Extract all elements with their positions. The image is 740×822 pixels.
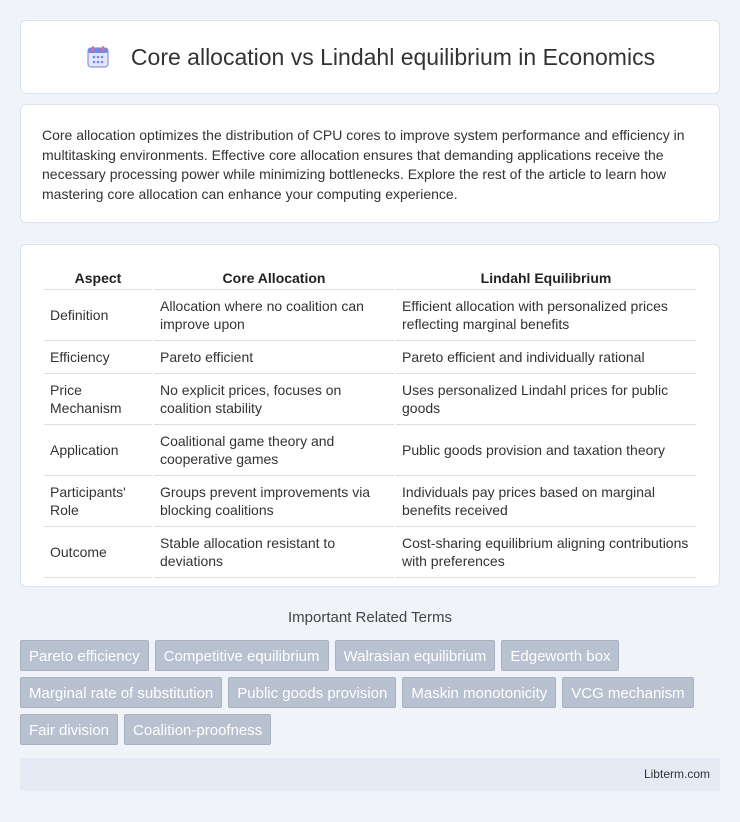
title-card bbox=[20, 20, 720, 94]
calendar-icon bbox=[85, 44, 111, 70]
table-row bbox=[44, 476, 696, 527]
footer bbox=[20, 758, 720, 791]
header-aspect: Aspect bbox=[44, 265, 152, 290]
tag-public-goods-provision[interactable]: Public goods provision bbox=[228, 677, 396, 708]
related-terms-title: Important Related Terms bbox=[288, 609, 452, 626]
cell-core: Stable allocation resistant to deviations bbox=[154, 527, 394, 578]
tag-maskin-monotonicity[interactable]: Maskin monotonicity bbox=[402, 677, 556, 708]
cell-lindahl: Efficient allocation with personalized prices reflecting marginal benefits bbox=[396, 290, 696, 341]
intro-card bbox=[20, 104, 720, 223]
cell-lindahl: Cost-sharing equilibrium aligning contributions with preferences bbox=[396, 527, 696, 578]
cell-core: Allocation where no coalition can improve upon bbox=[154, 290, 394, 341]
related-terms-list bbox=[20, 640, 720, 751]
cell-lindahl: Uses personalized Lindahl prices for public goods bbox=[396, 374, 696, 425]
cell-aspect: Definition bbox=[44, 290, 152, 341]
cell-lindahl: Pareto efficient and individually rational bbox=[396, 341, 696, 374]
header-core-allocation: Core Allocation bbox=[154, 265, 394, 290]
cell-core: Coalitional game theory and cooperative games bbox=[154, 425, 394, 476]
intro-text: Core allocation optimizes the distribution of CPU cores to improve system performance and efficiency in multitasking environments. Effective core allocation ensures that demanding applications receive the necessary processing power while minimizing bottlenecks. Explore the rest of the article to learn how mastering core allocation can enhance your computing experience. bbox=[42, 127, 685, 202]
cell-lindahl: Public goods provision and taxation theory bbox=[396, 425, 696, 476]
cell-aspect: Price Mechanism bbox=[44, 374, 152, 425]
page-title bbox=[85, 44, 655, 71]
cell-core: No explicit prices, focuses on coalition stability bbox=[154, 374, 394, 425]
comparison-card bbox=[20, 244, 720, 587]
tag-fair-division[interactable]: Fair division bbox=[20, 714, 118, 745]
tag-vcg-mechanism[interactable]: VCG mechanism bbox=[562, 677, 693, 708]
tag-competitive-equilibrium[interactable]: Competitive equilibrium bbox=[155, 640, 329, 671]
cell-aspect: Outcome bbox=[44, 527, 152, 578]
cell-lindahl: Individuals pay prices based on marginal benefits received bbox=[396, 476, 696, 527]
cell-aspect: Efficiency bbox=[44, 341, 152, 374]
table-header-row bbox=[44, 265, 696, 290]
table-row bbox=[44, 425, 696, 476]
tag-marginal-rate-of-substitution[interactable]: Marginal rate of substitution bbox=[20, 677, 222, 708]
comparison-table bbox=[42, 265, 698, 578]
header-lindahl-equilibrium: Lindahl Equilibrium bbox=[396, 265, 696, 290]
tag-walrasian-equilibrium[interactable]: Walrasian equilibrium bbox=[335, 640, 496, 671]
tag-pareto-efficiency[interactable]: Pareto efficiency bbox=[20, 640, 149, 671]
table-row bbox=[44, 341, 696, 374]
footer-brand[interactable]: Libterm.com bbox=[643, 767, 710, 781]
table-row bbox=[44, 290, 696, 341]
cell-core: Pareto efficient bbox=[154, 341, 394, 374]
cell-aspect: Participants' Role bbox=[44, 476, 152, 527]
cell-aspect: Application bbox=[44, 425, 152, 476]
tag-coalition-proofness[interactable]: Coalition-proofness bbox=[124, 714, 271, 745]
tag-edgeworth-box[interactable]: Edgeworth box bbox=[501, 640, 619, 671]
page-title-text: Core allocation vs Lindahl equilibrium in Economics bbox=[130, 43, 656, 70]
table-row bbox=[44, 374, 696, 425]
table-row bbox=[44, 527, 696, 578]
cell-core: Groups prevent improvements via blocking coalitions bbox=[154, 476, 394, 527]
